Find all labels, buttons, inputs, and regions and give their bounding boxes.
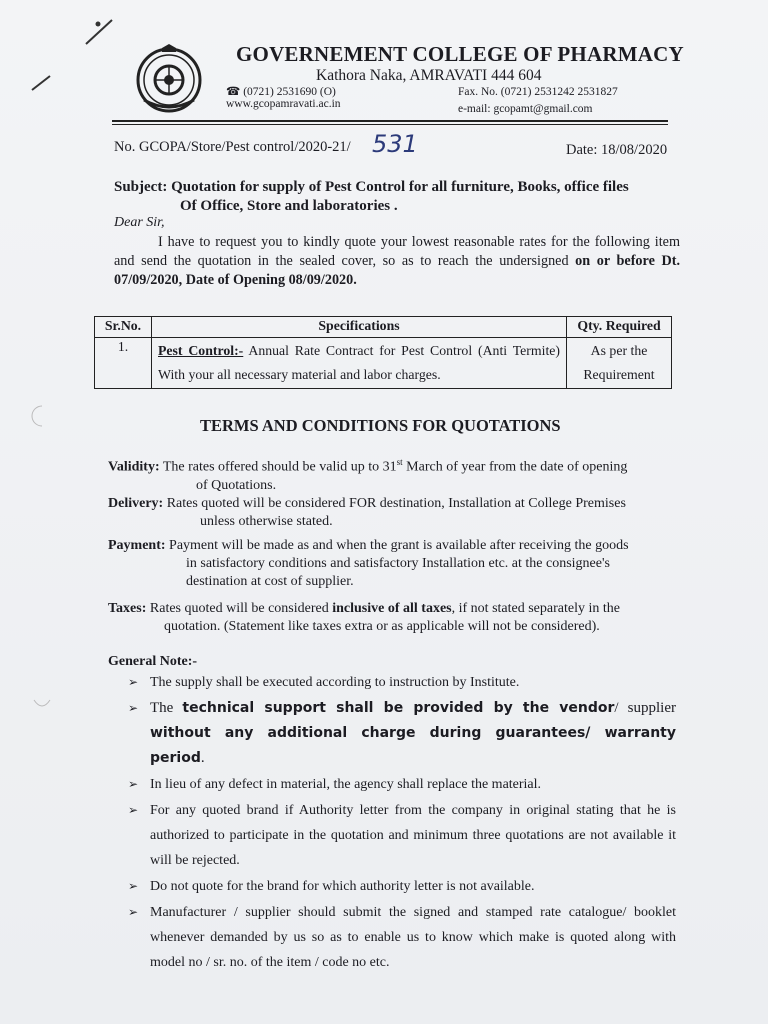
subject-line: [114, 178, 684, 216]
subject-line-2: Of Office, Store and laboratories .: [180, 198, 398, 214]
row-spec-title: Pest Control:-: [158, 343, 244, 358]
header-srno: Sr.No.: [95, 317, 152, 338]
note-text: / supplier: [614, 700, 676, 716]
specification-table: [94, 316, 672, 389]
row-qty: As per the Requirement: [567, 338, 672, 389]
handwritten-number: 531: [372, 130, 418, 158]
header-divider-thin: [112, 124, 668, 125]
list-item: [128, 696, 676, 771]
payment-text-c: destination at cost of supplier.: [186, 574, 354, 589]
header-qty: Qty. Required: [567, 317, 672, 338]
table-row: [95, 338, 672, 389]
validity-text-b: March of year from the date of opening: [402, 459, 628, 475]
list-item: [128, 798, 676, 873]
punch-holes: [28, 400, 58, 730]
validity-text-c: of Quotations.: [196, 477, 277, 493]
term-delivery: [108, 495, 678, 531]
arrow-bullet-icon: ➢: [128, 803, 139, 817]
arrow-bullet-icon: ➢: [128, 777, 139, 791]
header-specifications: Specifications: [152, 317, 567, 338]
payment-label: Payment:: [108, 538, 166, 553]
pen-mark: [28, 14, 118, 104]
note-text: .: [200, 750, 205, 766]
term-validity: [108, 453, 678, 495]
salutation: Dear Sir,: [114, 215, 165, 230]
taxes-bold: inclusive of all taxes: [332, 601, 452, 616]
arrow-bullet-icon: ➢: [128, 905, 139, 919]
reference-number: No. GCOPA/Store/Pest control/2020-21/: [114, 139, 351, 155]
email-address: e-mail: gcopamt@gmail.com: [458, 103, 593, 115]
note-bold: without any additional charge during guarantees/ warranty period: [150, 725, 676, 766]
term-taxes: [108, 600, 678, 636]
header-divider: [112, 120, 668, 122]
delivery-text-b: unless otherwise stated.: [200, 514, 333, 529]
note-bold: technical support shall be provided by the vendor: [182, 700, 615, 716]
row-spec-body: Annual Rate Contract for Pest Control (Anti Termite) With your all necessary material and labor charges.: [158, 343, 560, 382]
taxes-text-c: quotation. (Statement like taxes extra or as applicable will not be considered).: [164, 619, 600, 634]
note-text: In lieu of any defect in material, the agency shall replace the material.: [150, 777, 542, 792]
table-header-row: [95, 317, 672, 338]
arrow-bullet-icon: ➢: [128, 879, 139, 893]
taxes-text-a: Rates quoted will be considered: [146, 601, 333, 616]
subject-line-1: Subject: Quotation for supply of Pest Control for all furniture, Books, office files: [114, 179, 629, 195]
row-spec: [152, 338, 567, 389]
payment-text-a: Payment will be made as and when the grant is available after receiving the goods: [165, 538, 629, 553]
college-logo: [134, 44, 204, 114]
note-text: For any quoted brand if Authority letter from the company in original stating that he is authorized to participate in the quotation and minimum three quotations are not available it will be rejected.: [150, 803, 676, 868]
delivery-label: Delivery:: [108, 496, 164, 511]
note-text: The: [150, 700, 183, 716]
terms-title: TERMS AND CONDITIONS FOR QUOTATIONS: [200, 416, 561, 435]
payment-text-b: in satisfactory conditions and satisfactory Installation etc. at the consignee's: [186, 556, 610, 571]
college-name: GOVERNEMENT COLLEGE OF PHARMACY: [236, 42, 684, 66]
list-item: [128, 874, 676, 899]
taxes-label: Taxes:: [108, 601, 147, 616]
body-text: I have to request you to kindly quote your lowest reasonable rates for the following item and send the quotation in the sealed cover, so as to reach the undersigned: [114, 234, 680, 269]
delivery-text-a: Rates quoted will be considered FOR destination, Installation at College Premises: [163, 496, 626, 511]
validity-sup: st: [396, 457, 403, 467]
validity-text-a: The rates offered should be valid up to 31: [159, 459, 397, 475]
taxes-text-b: , if not stated separately in the: [451, 601, 620, 616]
list-item: [128, 772, 676, 797]
body-paragraph: [114, 233, 680, 290]
letter-date: Date: 18/08/2020: [566, 142, 668, 158]
row-srno: 1.: [95, 338, 152, 389]
website: www.gcopamravati.ac.in: [226, 98, 341, 110]
list-item: [128, 670, 676, 695]
note-text: Manufacturer / supplier should submit the signed and stamped rate catalogue/ booklet whenever demanded by us so as to enable us to know which make is quoted along with model no / sr. no. of the item / code no etc.: [150, 905, 676, 970]
validity-label: Validity:: [108, 459, 160, 475]
list-item: [128, 900, 676, 975]
note-text: The supply shall be executed according to instruction by Institute.: [150, 675, 520, 690]
body-deadline: on or before Dt. 07/09/2020, Date of Opening 08/09/2020.: [114, 253, 680, 288]
term-payment: [108, 537, 678, 591]
note-text: Do not quote for the brand for which authority letter is not available.: [150, 879, 535, 894]
arrow-bullet-icon: ➢: [128, 701, 139, 715]
general-note-title: General Note:-: [108, 654, 198, 669]
phone-number: ☎ (0721) 2531690 (O): [226, 86, 336, 98]
college-address: Kathora Naka, AMRAVATI 444 604: [316, 67, 542, 84]
fax-number: Fax. No. (0721) 2531242 2531827: [458, 86, 618, 98]
general-note-list: [128, 670, 676, 976]
arrow-bullet-icon: ➢: [128, 675, 139, 689]
